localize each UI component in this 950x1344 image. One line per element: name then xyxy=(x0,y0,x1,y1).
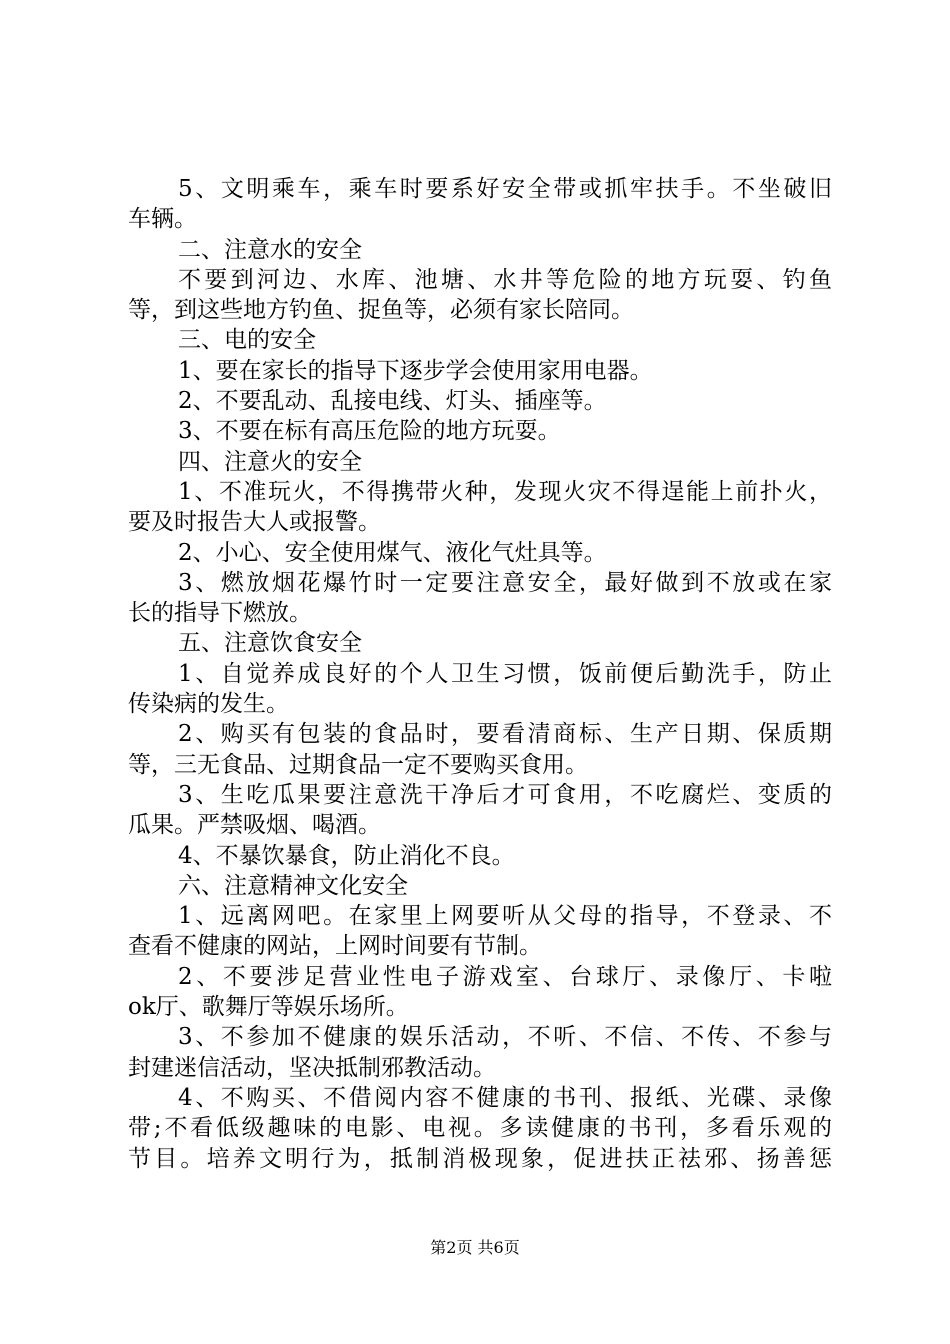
document-body xyxy=(128,174,832,1174)
text-line: 1、自觉养成良好的个人卫生习惯，饭前便后勤洗手，防止 xyxy=(178,660,832,687)
text-line: 五、注意饮食安全 xyxy=(178,630,362,657)
text-line: 2、不要乱动、乱接电线、灯头、插座等。 xyxy=(178,388,607,415)
text-line: 3、生吃瓜果要注意洗干净后才可食用，不吃腐烂、变质的 xyxy=(178,781,832,808)
text-line: 1、不准玩火，不得携带火种，发现火灾不得逞能上前扑火， xyxy=(178,478,832,505)
text-line: ok厅、歌舞厅等娱乐场所。 xyxy=(128,994,409,1021)
text-line: 长的指导下燃放。 xyxy=(128,600,312,627)
text-line: 5、文明乘车，乘车时要系好安全带或抓牢扶手。不坐破旧 xyxy=(178,176,832,202)
text-line: 带;不看低级趣味的电影、电视。多读健康的书刊，多看乐观的 xyxy=(128,1115,832,1142)
text-line: 传染病的发生。 xyxy=(128,691,289,718)
text-line: 2、购买有包装的食品时，要看清商标、生产日期、保质期 xyxy=(178,721,832,748)
text-line: 等，三无食品、过期食品一定不要购买食用。 xyxy=(128,751,588,778)
text-line: 节目。培养文明行为，抵制消极现象，促进扶正祛邪、扬善惩 xyxy=(128,1145,832,1172)
text-line: 二、注意水的安全 xyxy=(178,236,362,263)
text-line: 四、注意火的安全 xyxy=(178,448,362,475)
text-line: 等，到这些地方钓鱼、捉鱼等，必须有家长陪同。 xyxy=(128,297,634,324)
text-line: 1、远离网吧。在家里上网要听从父母的指导，不登录、不 xyxy=(178,903,832,930)
text-line: 2、不要涉足营业性电子游戏室、台球厅、录像厅、卡啦 xyxy=(178,963,832,990)
page-footer: 第2页 共6页 xyxy=(430,1238,520,1257)
text-line: 2、小心、安全使用煤气、液化气灶具等。 xyxy=(178,539,607,566)
text-line: 车辆。 xyxy=(128,206,197,233)
text-line: 要及时报告大人或报警。 xyxy=(128,509,381,536)
text-line: 不要到河边、水库、池塘、水井等危险的地方玩耍、钓鱼 xyxy=(178,266,832,293)
text-line: 4、不暴饮暴食，防止消化不良。 xyxy=(178,842,515,869)
text-line: 三、电的安全 xyxy=(178,327,316,354)
text-line: 3、不参加不健康的娱乐活动，不听、不信、不传、不参与 xyxy=(178,1024,832,1051)
text-line: 六、注意精神文化安全 xyxy=(178,872,408,899)
text-line: 3、不要在标有高压危险的地方玩耍。 xyxy=(178,418,561,445)
text-line: 4、不购买、不借阅内容不健康的书刊、报纸、光碟、录像 xyxy=(178,1084,832,1111)
text-line: 3、燃放烟花爆竹时一定要注意安全，最好做到不放或在家 xyxy=(178,569,832,596)
text-line: 封建迷信活动，坚决抵制邪教活动。 xyxy=(128,1054,496,1081)
text-line: 查看不健康的网站，上网时间要有节制。 xyxy=(128,933,542,960)
text-line: 瓜果。严禁吸烟、喝酒。 xyxy=(128,812,381,839)
text-line: 1、要在家长的指导下逐步学会使用家用电器。 xyxy=(178,357,653,384)
